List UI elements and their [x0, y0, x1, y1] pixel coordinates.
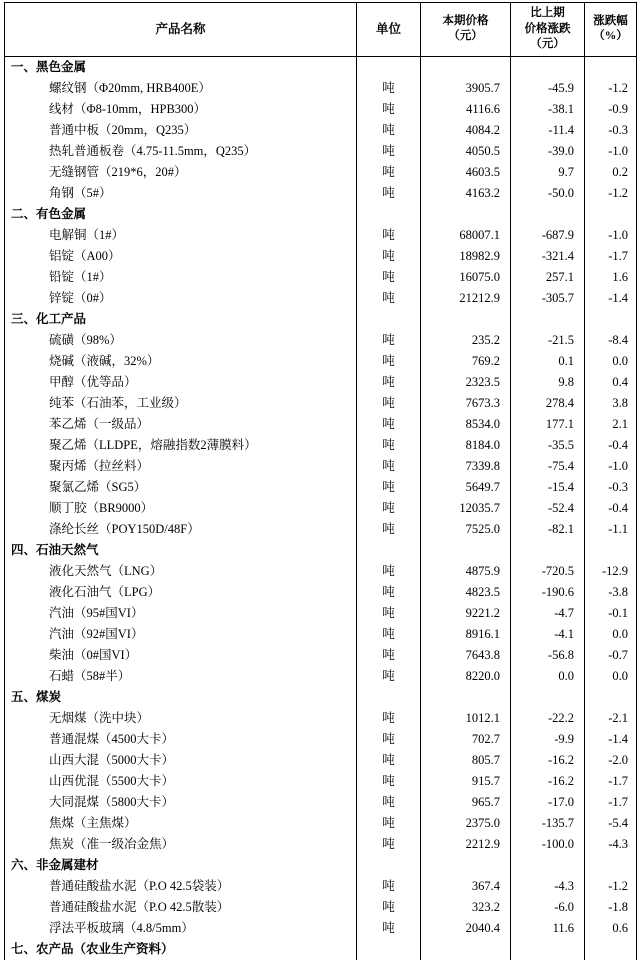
cell-product-name: 普通硅酸盐水泥（P.O 42.5散装）	[5, 897, 357, 918]
cell-product-name: 山西大混（5000大卡）	[5, 750, 357, 771]
cell-price-change: -38.1	[511, 99, 585, 120]
cell-current-price: 8534.0	[421, 414, 511, 435]
table-row	[5, 519, 637, 540]
table-row	[5, 477, 637, 498]
cell-unit: 吨	[357, 393, 421, 414]
cell-percent-change: -1.1	[585, 519, 637, 540]
table-category-row	[5, 56, 637, 78]
column-header-price-change	[511, 3, 585, 57]
cell-price-change: 11.6	[511, 918, 585, 939]
cell-percent-change: 0.6	[585, 918, 637, 939]
cell-price-change: -6.0	[511, 897, 585, 918]
cell-unit	[357, 56, 421, 78]
cell-product-name: 石蜡（58#半）	[5, 666, 357, 687]
cell-percent-change: -1.4	[585, 288, 637, 309]
table-row	[5, 183, 637, 204]
cell-price-change: -16.2	[511, 750, 585, 771]
table-row	[5, 792, 637, 813]
cell-unit: 吨	[357, 876, 421, 897]
cell-price-change: 9.8	[511, 372, 585, 393]
cell-unit: 吨	[357, 582, 421, 603]
cell-product-name: 汽油（92#国VI）	[5, 624, 357, 645]
cell-current-price	[421, 56, 511, 78]
cell-current-price: 2323.5	[421, 372, 511, 393]
cell-unit: 吨	[357, 771, 421, 792]
cell-unit: 吨	[357, 141, 421, 162]
cell-current-price: 769.2	[421, 351, 511, 372]
cell-unit	[357, 687, 421, 708]
cell-percent-change: -5.4	[585, 813, 637, 834]
cell-product-name: 普通中板（20mm，Q235）	[5, 120, 357, 141]
cell-unit: 吨	[357, 456, 421, 477]
cell-current-price: 367.4	[421, 876, 511, 897]
cell-product-name: 焦炭（准一级冶金焦）	[5, 834, 357, 855]
cell-product-name: 聚乙烯（LLDPE，熔融指数2薄膜料）	[5, 435, 357, 456]
cell-percent-change: -1.7	[585, 771, 637, 792]
cell-unit: 吨	[357, 246, 421, 267]
cell-product-name: 一、黑色金属	[5, 56, 357, 78]
cell-percent-change: -1.2	[585, 183, 637, 204]
cell-price-change	[511, 204, 585, 225]
cell-product-name: 普通混煤（4500大卡）	[5, 729, 357, 750]
cell-product-name: 无烟煤（洗中块）	[5, 708, 357, 729]
cell-unit: 吨	[357, 897, 421, 918]
cell-price-change: 0.1	[511, 351, 585, 372]
cell-current-price: 235.2	[421, 330, 511, 351]
cell-price-change: -56.8	[511, 645, 585, 666]
cell-percent-change	[585, 204, 637, 225]
cell-unit: 吨	[357, 918, 421, 939]
cell-unit	[357, 939, 421, 960]
cell-current-price	[421, 540, 511, 561]
cell-price-change: -35.5	[511, 435, 585, 456]
cell-percent-change: -8.4	[585, 330, 637, 351]
cell-price-change: -321.4	[511, 246, 585, 267]
table-row	[5, 393, 637, 414]
cell-unit: 吨	[357, 120, 421, 141]
table-row	[5, 267, 637, 288]
cell-current-price: 805.7	[421, 750, 511, 771]
cell-product-name: 热轧普通板卷（4.75-11.5mm，Q235）	[5, 141, 357, 162]
cell-current-price: 2040.4	[421, 918, 511, 939]
cell-price-change: -21.5	[511, 330, 585, 351]
cell-percent-change: -4.3	[585, 834, 637, 855]
table-row	[5, 834, 637, 855]
current-price-line2: （元）	[448, 30, 483, 43]
cell-product-name: 聚氯乙烯（SG5）	[5, 477, 357, 498]
table-row	[5, 666, 637, 687]
cell-current-price: 4603.5	[421, 162, 511, 183]
cell-percent-change: -1.7	[585, 792, 637, 813]
cell-percent-change: -0.9	[585, 99, 637, 120]
cell-unit: 吨	[357, 372, 421, 393]
cell-unit: 吨	[357, 624, 421, 645]
cell-product-name: 甲醇（优等品）	[5, 372, 357, 393]
table-row	[5, 729, 637, 750]
cell-current-price: 7525.0	[421, 519, 511, 540]
cell-unit: 吨	[357, 435, 421, 456]
cell-unit: 吨	[357, 183, 421, 204]
cell-price-change: -45.9	[511, 78, 585, 99]
table-body	[5, 56, 637, 960]
cell-percent-change: -12.9	[585, 561, 637, 582]
cell-percent-change: -0.3	[585, 120, 637, 141]
cell-percent-change: -2.1	[585, 708, 637, 729]
table-row	[5, 645, 637, 666]
cell-unit: 吨	[357, 813, 421, 834]
cell-product-name: 铝锭（A00）	[5, 246, 357, 267]
cell-current-price: 915.7	[421, 771, 511, 792]
cell-percent-change: -1.4	[585, 729, 637, 750]
cell-percent-change: 0.0	[585, 624, 637, 645]
table-row	[5, 225, 637, 246]
cell-product-name: 顺丁胶（BR9000）	[5, 498, 357, 519]
cell-percent-change: 0.0	[585, 351, 637, 372]
cell-price-change: 257.1	[511, 267, 585, 288]
cell-price-change: -4.1	[511, 624, 585, 645]
current-price-line1: 本期价格	[442, 14, 489, 27]
table-category-row	[5, 687, 637, 708]
table-row	[5, 288, 637, 309]
cell-product-name: 螺纹钢（Φ20mm, HRB400E）	[5, 78, 357, 99]
cell-current-price: 2375.0	[421, 813, 511, 834]
cell-unit	[357, 204, 421, 225]
cell-product-name: 焦煤（主焦煤）	[5, 813, 357, 834]
cell-product-name: 液化天然气（LNG）	[5, 561, 357, 582]
cell-product-name: 柴油（0#国VI）	[5, 645, 357, 666]
cell-unit: 吨	[357, 645, 421, 666]
cell-price-change: -82.1	[511, 519, 585, 540]
cell-price-change	[511, 939, 585, 960]
table-row	[5, 330, 637, 351]
cell-price-change: -687.9	[511, 225, 585, 246]
cell-percent-change: -1.0	[585, 225, 637, 246]
table-row	[5, 750, 637, 771]
table-row	[5, 435, 637, 456]
cell-current-price: 323.2	[421, 897, 511, 918]
cell-product-name: 普通硅酸盐水泥（P.O 42.5袋装）	[5, 876, 357, 897]
cell-percent-change: -1.2	[585, 78, 637, 99]
cell-current-price: 4163.2	[421, 183, 511, 204]
cell-price-change: 278.4	[511, 393, 585, 414]
cell-percent-change: 3.8	[585, 393, 637, 414]
cell-product-name: 锌锭（0#）	[5, 288, 357, 309]
table-row	[5, 372, 637, 393]
cell-current-price: 5649.7	[421, 477, 511, 498]
cell-current-price: 702.7	[421, 729, 511, 750]
cell-percent-change: 0.0	[585, 666, 637, 687]
cell-percent-change	[585, 855, 637, 876]
cell-current-price: 21212.9	[421, 288, 511, 309]
cell-price-change: 9.7	[511, 162, 585, 183]
cell-unit: 吨	[357, 519, 421, 540]
cell-price-change: -190.6	[511, 582, 585, 603]
cell-percent-change: -2.0	[585, 750, 637, 771]
cell-unit	[357, 540, 421, 561]
cell-price-change: -4.3	[511, 876, 585, 897]
price-table-document	[0, 2, 640, 956]
cell-price-change: -135.7	[511, 813, 585, 834]
cell-price-change: -4.7	[511, 603, 585, 624]
cell-percent-change: 0.2	[585, 162, 637, 183]
cell-percent-change: -1.7	[585, 246, 637, 267]
cell-unit: 吨	[357, 330, 421, 351]
cell-product-name: 纯苯（石油苯，工业级）	[5, 393, 357, 414]
cell-price-change: -16.2	[511, 771, 585, 792]
cell-percent-change	[585, 540, 637, 561]
table-row	[5, 351, 637, 372]
cell-price-change: 177.1	[511, 414, 585, 435]
cell-percent-change	[585, 687, 637, 708]
cell-percent-change	[585, 939, 637, 960]
cell-current-price: 965.7	[421, 792, 511, 813]
column-header-percent-change	[585, 3, 637, 57]
cell-current-price	[421, 309, 511, 330]
cell-product-name: 无缝钢管（219*6，20#）	[5, 162, 357, 183]
price-change-line1: 比上期	[530, 7, 565, 19]
cell-price-change: -720.5	[511, 561, 585, 582]
cell-product-name: 七、农产品（农业生产资料）	[5, 939, 357, 960]
cell-unit: 吨	[357, 708, 421, 729]
cell-unit: 吨	[357, 225, 421, 246]
cell-unit: 吨	[357, 750, 421, 771]
cell-product-name: 三、化工产品	[5, 309, 357, 330]
cell-price-change: -305.7	[511, 288, 585, 309]
cell-price-change: -9.9	[511, 729, 585, 750]
cell-product-name: 角钢（5#）	[5, 183, 357, 204]
cell-product-name: 二、有色金属	[5, 204, 357, 225]
cell-percent-change: -0.7	[585, 645, 637, 666]
cell-price-change: -22.2	[511, 708, 585, 729]
cell-price-change	[511, 855, 585, 876]
cell-price-change	[511, 540, 585, 561]
cell-price-change: -75.4	[511, 456, 585, 477]
cell-current-price	[421, 855, 511, 876]
cell-current-price: 16075.0	[421, 267, 511, 288]
cell-current-price: 4116.6	[421, 99, 511, 120]
table-row	[5, 414, 637, 435]
cell-current-price: 9221.2	[421, 603, 511, 624]
column-header-product-name: 产品名称	[5, 3, 357, 57]
cell-product-name: 硫磺（98%）	[5, 330, 357, 351]
cell-percent-change: -1.0	[585, 141, 637, 162]
table-row	[5, 813, 637, 834]
cell-unit	[357, 309, 421, 330]
cell-current-price: 1012.1	[421, 708, 511, 729]
percent-change-line1: 涨跌幅	[593, 14, 628, 27]
table-row	[5, 771, 637, 792]
cell-current-price: 2212.9	[421, 834, 511, 855]
table-row	[5, 897, 637, 918]
table-row	[5, 708, 637, 729]
cell-percent-change: -1.0	[585, 456, 637, 477]
table-row	[5, 78, 637, 99]
cell-current-price	[421, 939, 511, 960]
cell-product-name: 四、石油天然气	[5, 540, 357, 561]
cell-current-price	[421, 204, 511, 225]
table-row	[5, 120, 637, 141]
table-category-row	[5, 540, 637, 561]
table-header	[5, 3, 637, 57]
cell-current-price: 3905.7	[421, 78, 511, 99]
cell-unit: 吨	[357, 162, 421, 183]
cell-percent-change: -0.1	[585, 603, 637, 624]
commodity-price-table	[4, 2, 637, 960]
table-row	[5, 246, 637, 267]
cell-product-name: 液化石油气（LPG）	[5, 582, 357, 603]
cell-current-price	[421, 687, 511, 708]
cell-percent-change	[585, 56, 637, 78]
cell-percent-change: -1.8	[585, 897, 637, 918]
cell-product-name: 大同混煤（5800大卡）	[5, 792, 357, 813]
table-row	[5, 456, 637, 477]
cell-unit: 吨	[357, 603, 421, 624]
cell-percent-change: 1.6	[585, 267, 637, 288]
cell-product-name: 浮法平板玻璃（4.8/5mm）	[5, 918, 357, 939]
table-row	[5, 603, 637, 624]
cell-product-name: 苯乙烯（一级品）	[5, 414, 357, 435]
cell-current-price: 68007.1	[421, 225, 511, 246]
cell-current-price: 18982.9	[421, 246, 511, 267]
cell-product-name: 电解铜（1#）	[5, 225, 357, 246]
cell-product-name: 涤纶长丝（POY150D/48F）	[5, 519, 357, 540]
table-row	[5, 561, 637, 582]
cell-unit: 吨	[357, 351, 421, 372]
cell-unit: 吨	[357, 477, 421, 498]
cell-product-name: 线材（Φ8-10mm，HPB300）	[5, 99, 357, 120]
cell-price-change: -15.4	[511, 477, 585, 498]
table-category-row	[5, 204, 637, 225]
cell-product-name: 聚丙烯（拉丝料）	[5, 456, 357, 477]
cell-unit: 吨	[357, 666, 421, 687]
cell-product-name: 山西优混（5500大卡）	[5, 771, 357, 792]
cell-current-price: 4875.9	[421, 561, 511, 582]
cell-unit: 吨	[357, 267, 421, 288]
cell-price-change	[511, 687, 585, 708]
cell-current-price: 8220.0	[421, 666, 511, 687]
table-row	[5, 624, 637, 645]
cell-product-name: 六、非金属建材	[5, 855, 357, 876]
cell-current-price: 12035.7	[421, 498, 511, 519]
cell-percent-change: -3.8	[585, 582, 637, 603]
cell-current-price: 4084.2	[421, 120, 511, 141]
cell-unit: 吨	[357, 288, 421, 309]
cell-current-price: 8916.1	[421, 624, 511, 645]
cell-current-price: 7673.3	[421, 393, 511, 414]
cell-percent-change: -0.4	[585, 498, 637, 519]
cell-price-change: -52.4	[511, 498, 585, 519]
cell-price-change: -17.0	[511, 792, 585, 813]
cell-product-name: 汽油（95#国VI）	[5, 603, 357, 624]
table-row	[5, 498, 637, 519]
table-row	[5, 876, 637, 897]
cell-product-name: 铅锭（1#）	[5, 267, 357, 288]
cell-unit: 吨	[357, 414, 421, 435]
table-category-row	[5, 855, 637, 876]
cell-price-change: -11.4	[511, 120, 585, 141]
cell-current-price: 4823.5	[421, 582, 511, 603]
table-row	[5, 162, 637, 183]
cell-price-change	[511, 56, 585, 78]
column-header-current-price	[421, 3, 511, 57]
table-row	[5, 141, 637, 162]
cell-unit: 吨	[357, 498, 421, 519]
column-header-unit: 单位	[357, 3, 421, 57]
price-change-line3: （元）	[530, 38, 565, 51]
cell-unit	[357, 855, 421, 876]
cell-unit: 吨	[357, 78, 421, 99]
cell-unit: 吨	[357, 729, 421, 750]
cell-unit: 吨	[357, 561, 421, 582]
table-row	[5, 99, 637, 120]
table-row	[5, 918, 637, 939]
percent-change-line2: （%）	[593, 30, 628, 43]
cell-percent-change	[585, 309, 637, 330]
cell-percent-change: 0.4	[585, 372, 637, 393]
cell-price-change: 0.0	[511, 666, 585, 687]
cell-current-price: 8184.0	[421, 435, 511, 456]
table-row	[5, 582, 637, 603]
cell-product-name: 烧碱（液碱，32%）	[5, 351, 357, 372]
cell-unit: 吨	[357, 834, 421, 855]
cell-unit: 吨	[357, 99, 421, 120]
cell-price-change: -50.0	[511, 183, 585, 204]
cell-percent-change: -1.2	[585, 876, 637, 897]
cell-percent-change: -0.3	[585, 477, 637, 498]
cell-price-change: -39.0	[511, 141, 585, 162]
cell-unit: 吨	[357, 792, 421, 813]
cell-price-change	[511, 309, 585, 330]
cell-percent-change: -0.4	[585, 435, 637, 456]
table-category-row	[5, 939, 637, 960]
cell-current-price: 7339.8	[421, 456, 511, 477]
price-change-line2: 价格涨跌	[524, 22, 571, 35]
cell-price-change: -100.0	[511, 834, 585, 855]
cell-percent-change: 2.1	[585, 414, 637, 435]
table-category-row	[5, 309, 637, 330]
cell-product-name: 五、煤炭	[5, 687, 357, 708]
cell-current-price: 4050.5	[421, 141, 511, 162]
cell-current-price: 7643.8	[421, 645, 511, 666]
